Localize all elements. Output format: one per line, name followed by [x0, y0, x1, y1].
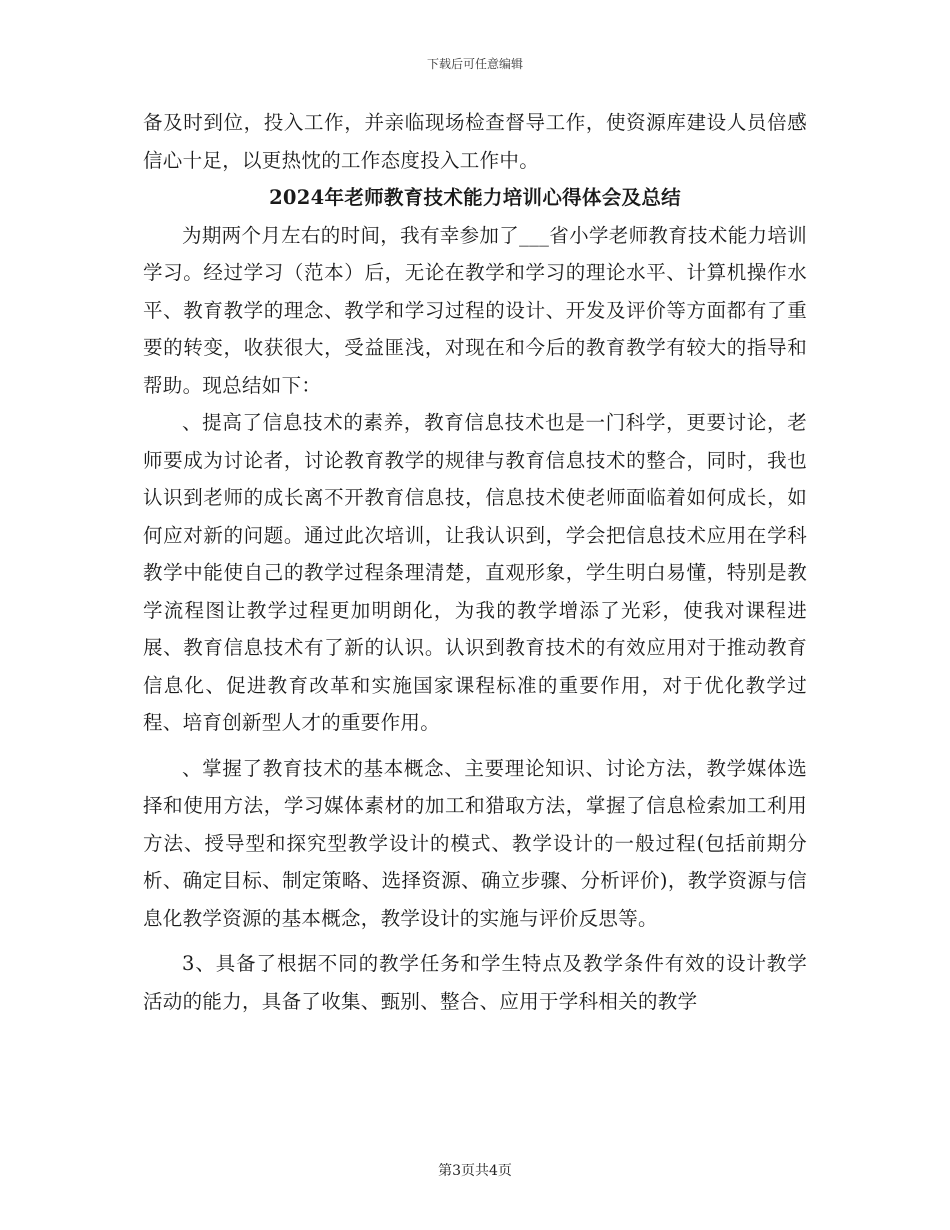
header-note: 下载后可任意编辑	[426, 57, 523, 71]
document-body	[143, 104, 807, 1020]
continuation-paragraph: 备及时到位，投入工作，并亲临现场检查督导工作，使资源库建设人员倍感信心十足，以更热忱的工作态度投入工作中。	[143, 111, 807, 172]
page-number: 第3页共4页	[438, 1163, 512, 1179]
body-paragraph-intro: 为期两个月左右的时间，我有幸参加了___省小学老师教育技术能力培训学习。经过学习（范本）后，无论在教学和学习的理论水平、计算机操作水平、教育教学的理念、教学和学习过程的设计、开发及评价等方面都有了重要的转变，收获很大，受益匪浅，对现在和今后的教育教学有较大的指导和帮助。现总结如下：	[143, 223, 807, 397]
document-title: 2024年老师教育技术能力培训心得体会及总结	[269, 186, 681, 209]
body-paragraph-3: 3、具备了根据不同的教学任务和学生特点及教学条件有效的设计教学活动的能力，具备了收集、甄别、整合、应用于学科相关的教学	[143, 952, 807, 1013]
body-paragraph-1: 、提高了信息技术的素养，教育信息技术也是一门科学，更要讨论，老师要成为讨论者，讨论教育教学的规律与教育信息技术的整合，同时，我也认识到老师的成长离不开教育信息技，信息技术使老师面临着如何成长，如何应对新的问题。通过此次培训，让我认识到，学会把信息技术应用在学科教学中能使自己的教学过程条理清楚，直观形象，学生明白易懂，特别是教学流程图让教学过程更加明朗化，为我的教学增添了光彩，使我对课程进展、教育信息技术有了新的认识。认识到教育技术的有效应用对于推动教育信息化、促进教育改革和实施国家课程标准的重要作用，对于优化教学过程、培育创新型人才的重要作用。	[143, 411, 807, 734]
body-paragraph-2: 、掌握了教育技术的基本概念、主要理论知识、讨论方法，教学媒体选择和使用方法，学习媒体素材的加工和猎取方法，掌握了信息检索加工利用方法、授导型和探究型教学设计的模式、教学设计的一般过程(包括前期分析、确定目标、制定策略、选择资源、确立步骤、分析评价)，教学资源与信息化教学资源的基本概念，教学设计的实施与评价反思等。	[143, 756, 807, 930]
